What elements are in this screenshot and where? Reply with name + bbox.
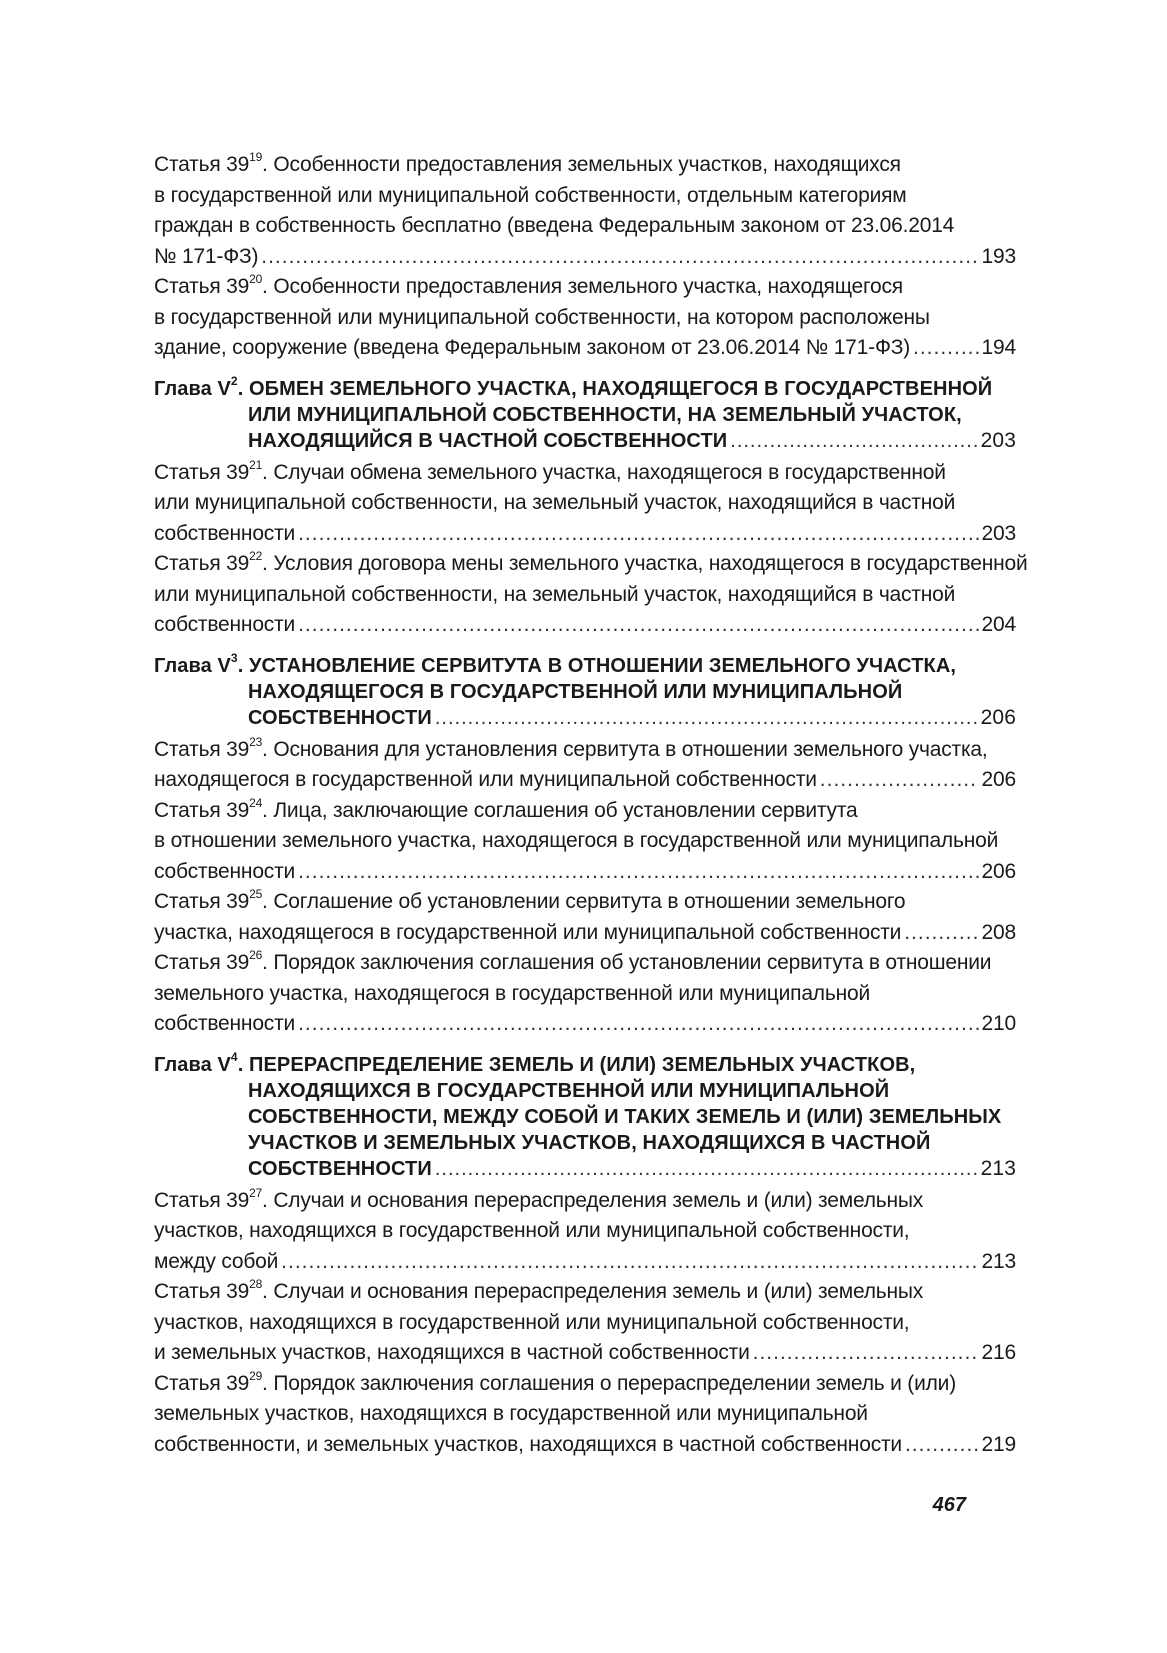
toc-chapter [154, 1049, 1016, 1182]
chapter-label: Глава V [154, 377, 231, 400]
toc-line-text: в отношении земельного участка, находящегося в государственной или муниципальной [154, 829, 999, 852]
toc-line-text: СОБСТВЕННОСТИ [248, 1157, 432, 1180]
toc-line [154, 826, 1016, 857]
page-ref: 213 [981, 1249, 1016, 1273]
page-ref: 206 [981, 768, 1016, 791]
toc-line-text: собственности [154, 1012, 296, 1035]
superscript-number: 28 [249, 1277, 263, 1291]
toc-leader-line [154, 857, 1016, 888]
toc-line [154, 735, 1016, 766]
toc-line [154, 1369, 1016, 1400]
page-ref: 208 [981, 920, 1016, 944]
toc-article [154, 887, 1016, 948]
dot-leader [730, 428, 977, 454]
toc-line-text: земельных участков, находящихся в государственной или муниципальной [154, 1402, 868, 1425]
toc-line-text: . УСТАНОВЛЕНИЕ СЕРВИТУТА В ОТНОШЕНИИ ЗЕМЕЛЬНОГО УЧАСТКА, [237, 654, 957, 677]
toc-leader-line [154, 1156, 1016, 1182]
toc-line [154, 1216, 1016, 1247]
toc-chapter [154, 373, 1016, 454]
toc-line-text: участков, находящихся в государственной или муниципальной собственности, [154, 1219, 910, 1242]
toc-line-text: НАХОДЯЩИЙСЯ В ЧАСТНОЙ СОБСТВЕННОСТИ [248, 429, 728, 452]
toc-line-text: СОБСТВЕННОСТИ, МЕЖДУ СОБОЙ И ТАКИХ ЗЕМЕЛЬ И (ИЛИ) ЗЕМЕЛЬНЫХ [248, 1105, 1002, 1128]
toc-line-text: . Случаи и основания перераспределения земель и (или) земельных [262, 1280, 924, 1303]
article-label: Статья 39 [154, 460, 250, 484]
superscript-number: 23 [249, 734, 263, 749]
toc-leader-line [154, 1430, 1016, 1461]
toc-line-text: СОБСТВЕННОСТИ [248, 706, 432, 729]
page-ref: 203 [980, 428, 1016, 452]
toc-line-text: . ПЕРЕРАСПРЕДЕЛЕНИЕ ЗЕМЕЛЬ И (ИЛИ) ЗЕМЕЛЬНЫХ УЧАСТКОВ, [237, 1053, 916, 1076]
toc-line-text: или муниципальной собственности, на земельный участок, находящийся в частной [154, 582, 956, 606]
dot-leader [905, 1430, 979, 1461]
dot-leader [298, 857, 978, 888]
toc-line [154, 1308, 1016, 1339]
dot-leader [820, 765, 979, 796]
dot-leader [913, 333, 979, 364]
superscript-number: 19 [249, 150, 263, 164]
toc-line-text: . ОБМЕН ЗЕМЕЛЬНОГО УЧАСТКА, НАХОДЯЩЕГОСЯ В ГОСУДАРСТВЕННОЙ [237, 377, 993, 400]
toc-line-text: или муниципальной собственности, на земельный участок, находящийся в частной [154, 491, 956, 514]
page-ref: 213 [980, 1156, 1016, 1180]
toc-line [154, 1277, 1016, 1308]
toc-line [154, 796, 1016, 827]
toc-line [154, 150, 1016, 181]
toc-line-text: . Случаи и основания перераспределения земель и (или) земельных [262, 1188, 924, 1212]
toc-leader-line [154, 1009, 1016, 1040]
toc-article [154, 1277, 1016, 1369]
toc-leader-line [154, 519, 1016, 550]
chapter-label: Глава V [154, 654, 231, 677]
toc-line [154, 650, 1016, 679]
dot-leader [753, 1338, 979, 1369]
toc-line-text: . Условия договора мены земельного участка, находящегося в государственной [262, 552, 1028, 575]
toc-leader-line [154, 765, 1016, 796]
toc-line [154, 580, 1016, 611]
superscript-number: 4 [230, 1049, 238, 1064]
superscript-number: 20 [249, 272, 263, 286]
toc-line-text: НАХОДЯЩЕГОСЯ В ГОСУДАРСТВЕННОЙ ИЛИ МУНИЦИПАЛЬНОЙ [248, 680, 903, 703]
toc-line-text: . Лица, заключающие соглашения об установлении сервитута [262, 798, 858, 822]
toc-line [154, 887, 1016, 918]
toc-article [154, 948, 1016, 1040]
toc-line-text: собственности [154, 613, 296, 636]
toc-leader-line [154, 1247, 1016, 1278]
page-number: 467 [932, 1494, 966, 1516]
toc-line-text: и земельных участков, находящихся в частной собственности [154, 1341, 750, 1364]
toc-line-text: . Основания для установления сервитута в отношении земельного участка, [262, 737, 988, 761]
toc-chapter [154, 650, 1016, 731]
dot-leader [435, 1156, 978, 1182]
table-of-contents [154, 150, 1028, 1460]
toc-line [154, 458, 1016, 489]
toc-line [154, 679, 1016, 705]
toc-line-text: собственности, и земельных участков, находящихся в частной собственности [154, 1432, 902, 1456]
toc-line [154, 1399, 1016, 1430]
toc-line-text: УЧАСТКОВ И ЗЕМЕЛЬНЫХ УЧАСТКОВ, НАХОДЯЩИХСЯ В ЧАСТНОЙ [248, 1131, 931, 1154]
toc-leader-line [154, 333, 1016, 364]
toc-line-text: между собой [154, 1249, 279, 1273]
dot-leader [298, 610, 978, 641]
dot-leader [261, 242, 978, 273]
toc-line-text: . Случаи обмена земельного участка, находящегося в государственной [262, 460, 946, 484]
page-ref: 203 [981, 521, 1016, 545]
toc-line [154, 1049, 1016, 1078]
page-ref: 216 [981, 1341, 1016, 1364]
page-ref: 210 [981, 1012, 1016, 1035]
toc-line-text: земельного участка, находящегося в государственной или муниципальной [154, 981, 870, 1005]
superscript-number: 21 [249, 457, 263, 472]
article-label: Статья 39 [154, 1188, 250, 1212]
article-label: Статья 39 [154, 737, 250, 761]
toc-line [154, 1104, 1016, 1130]
toc-line [154, 979, 1016, 1010]
toc-line-text: в государственной или муниципальной собственности, отдельным категориям [154, 183, 907, 207]
superscript-number: 22 [249, 549, 263, 563]
article-label: Статья 39 [154, 1280, 250, 1303]
toc-leader-line [154, 428, 1016, 454]
toc-line-text: собственности [154, 859, 296, 883]
toc-line-text: здание, сооружение (введена Федеральным законом от 23.06.2014 № 171-ФЗ) [154, 336, 910, 359]
article-label: Статья 39 [154, 1371, 250, 1395]
toc-article [154, 1369, 1016, 1461]
article-label: Статья 39 [154, 798, 250, 822]
superscript-number: 3 [230, 650, 238, 665]
toc-leader-line [154, 610, 1016, 641]
dot-leader [281, 1247, 978, 1278]
page-ref: 206 [981, 859, 1016, 883]
toc-line-text: . Порядок заключения соглашения об установлении сервитута в отношении [262, 951, 992, 974]
page-ref: 194 [981, 336, 1016, 359]
superscript-number: 29 [249, 1368, 263, 1383]
toc-line-text: . Соглашение об установлении сервитута в отношении земельного [262, 890, 906, 913]
toc-leader-line [154, 705, 1016, 731]
toc-line [154, 948, 1016, 979]
toc-line [154, 181, 1016, 212]
dot-leader [435, 705, 978, 731]
toc-line [154, 272, 1016, 303]
article-label: Статья 39 [154, 552, 250, 575]
toc-article [154, 549, 1028, 641]
toc-article [154, 796, 1016, 888]
superscript-number: 26 [249, 948, 263, 962]
superscript-number: 2 [230, 373, 238, 388]
toc-line [154, 488, 1016, 519]
page-ref: 204 [981, 613, 1016, 636]
page-ref: 193 [981, 244, 1016, 268]
toc-article [154, 735, 1016, 796]
toc-line-text: в государственной или муниципальной собственности, на котором расположены [154, 305, 930, 329]
article-label: Статья 39 [154, 153, 250, 176]
toc-line-text: ИЛИ МУНИЦИПАЛЬНОЙ СОБСТВЕННОСТИ, НА ЗЕМЕЛЬНЫЙ УЧАСТОК, [248, 403, 962, 426]
toc-line [154, 402, 1016, 428]
toc-line-text: участка, находящегося в государственной или муниципальной собственности [154, 920, 902, 944]
toc-leader-line [154, 1338, 1016, 1369]
page-ref: 219 [981, 1432, 1016, 1456]
chapter-label: Глава V [154, 1053, 231, 1076]
toc-article [154, 150, 1016, 272]
toc-line-text: находящегося в государственной или муниципальной собственности [154, 768, 817, 791]
toc-line-text: . Особенности предоставления земельных участков, находящихся [262, 153, 901, 176]
toc-line-text: НАХОДЯЩИХСЯ В ГОСУДАРСТВЕННОЙ ИЛИ МУНИЦИПАЛЬНОЙ [248, 1079, 890, 1102]
article-label: Статья 39 [154, 890, 250, 913]
toc-line-text: собственности [154, 521, 296, 545]
toc-article [154, 272, 1016, 364]
toc-line [154, 303, 1016, 334]
superscript-number: 25 [249, 887, 263, 901]
article-label: Статья 39 [154, 951, 250, 974]
superscript-number: 27 [249, 1185, 263, 1200]
dot-leader [298, 1009, 978, 1040]
toc-line [154, 373, 1016, 402]
toc-line-text: . Порядок заключения соглашения о перераспределении земель и (или) [262, 1371, 956, 1395]
toc-line [154, 1130, 1016, 1156]
toc-line [154, 549, 1028, 580]
toc-line-text: № 171-ФЗ) [154, 244, 259, 268]
toc-article [154, 458, 1016, 550]
toc-leader-line [154, 918, 1016, 949]
toc-line-text: участков, находящихся в государственной или муниципальной собственности, [154, 1310, 910, 1334]
article-label: Статья 39 [154, 275, 250, 298]
toc-line [154, 211, 1016, 242]
page-ref: 206 [980, 705, 1016, 729]
superscript-number: 24 [249, 795, 263, 810]
toc-line [154, 1078, 1016, 1104]
dot-leader [904, 918, 978, 949]
toc-line-text: . Особенности предоставления земельного участка, находящегося [262, 275, 903, 298]
dot-leader [298, 519, 978, 550]
toc-leader-line [154, 242, 1016, 273]
toc-line [154, 1186, 1016, 1217]
toc-line-text: граждан в собственность бесплатно (введена Федеральным законом от 23.06.2014 [154, 214, 955, 237]
toc-article [154, 1186, 1016, 1278]
